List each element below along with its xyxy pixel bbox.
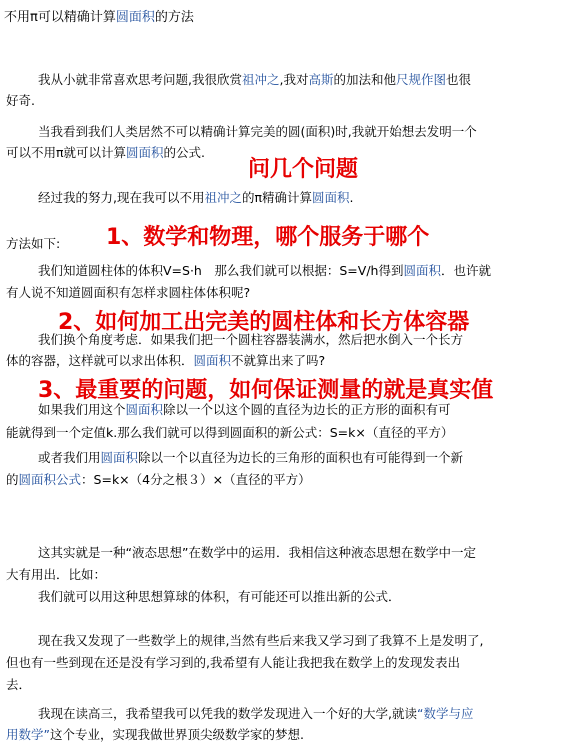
annotation-questions-header: 问几个问题 — [248, 157, 359, 182]
p6-line2: 能就得到一个定值k.那么我们就可以得到圆面积的新公式：S=k×（直径的平方） — [6, 425, 454, 440]
link-compass-construction[interactable]: 尺规作图 — [396, 72, 447, 87]
link-math-applied-math-cont[interactable]: 用数学” — [6, 727, 50, 742]
link-math-applied-math[interactable]: “数学与应 — [416, 706, 474, 721]
link-zu-chongzhi[interactable]: 祖冲之 — [241, 72, 280, 87]
link-gauss[interactable]: 高斯 — [308, 72, 334, 87]
method-label: 方法如下: — [6, 236, 61, 251]
p8-line1: 这其实就是一种“液态思想”在数学中的运用．我相信这种液态思想在数学中一定 — [38, 545, 476, 560]
p6-line1: 如果我们用这个圆面积除以一个以这个圆的直径为边长的正方形的面积有可 — [38, 402, 451, 417]
p7-line2: 的圆面积公式：S=k×（4分之根３）×（直径的平方） — [6, 472, 311, 487]
p9-line3: 去． — [6, 677, 32, 692]
p10-line2: 用数学”这个专业，实现我做世界顶尖级数学家的梦想. — [6, 727, 304, 742]
p2-line2: 可以不用π就可以计算圆面积的公式. — [6, 145, 206, 160]
link-circle-area[interactable]: 圆面积 — [126, 145, 164, 160]
annotation-question-2: 2、如何加工出完美的圆柱体和长方体容器 — [58, 310, 470, 335]
p8-line3: 我们就可以用这种思想算球的体积，有可能还可以推出新的公式． — [38, 589, 401, 604]
p3-line: 经过我的努力,现在我可以不用祖冲之的π精确计算圆面积. — [38, 190, 354, 205]
annotation-question-3: 3、最重要的问题，如何保证测量的就是真实值 — [38, 378, 494, 403]
page-title — [4, 6, 194, 25]
p5-line2: 体的容器，这样就可以求出体积．圆面积不就算出来了吗? — [6, 353, 326, 368]
p9-line1: 现在我又发现了一些数学上的规律,当然有些后来我又学习到了我算不上是发明了, — [38, 633, 484, 648]
p8-line2: 大有用出．比如： — [6, 567, 107, 582]
p4-line1: 我们知道圆柱体的体积V=S·h 那么我们就可以根据：S=V/h得到圆面积．也许就 — [38, 263, 491, 278]
p5-line1: 我们换个角度考虑．如果我们把一个圆柱容器装满水，然后把水倒入一个长方 — [38, 332, 464, 347]
link-circle-area-5[interactable]: 圆面积 — [125, 402, 164, 417]
link-circle-area-formula[interactable]: 圆面积公式 — [18, 472, 82, 487]
link-circle-area-2[interactable]: 圆面积 — [312, 190, 350, 205]
p4-line2: 有人说不知道圆面积有怎样求圆柱体体积呢? — [6, 285, 251, 300]
link-zu-chongzhi-2[interactable]: 祖冲之 — [204, 190, 242, 205]
title-text: 不用π可以精确计算 — [4, 10, 116, 25]
p7-line1: 或者我们用圆面积除以一个以直径为边长的三角形的面积也有可能得到一个新 — [38, 450, 464, 465]
link-circle-area-6[interactable]: 圆面积 — [100, 450, 139, 465]
link-circle-area-4[interactable]: 圆面积 — [193, 353, 232, 368]
p10-line1: 我现在读高三，我希望我可以凭我的数学发现进入一个好的大学,就读“数学与应 — [38, 706, 474, 721]
title-link-circle-area[interactable]: 圆面积 — [115, 10, 155, 25]
p9-line2: 但也有一些到现在还是没有学习到的,我希望有人能让我把我在数学上的发现发表出 — [6, 655, 460, 670]
annotation-question-1: 1、数学和物理，哪个服务于哪个 — [106, 225, 430, 250]
p1-line2: 好奇. — [6, 93, 35, 108]
link-circle-area-3[interactable]: 圆面积 — [403, 263, 441, 278]
p2-line1: 当我看到我们人类居然不可以精确计算完美的圆(面积)时,我就开始想去发明一个 — [38, 124, 477, 139]
p1-line1: 我从小就非常喜欢思考问题,我很欣赏祖冲之,我对高斯的加法和他尺规作图也很 — [38, 72, 472, 87]
title-text-end: 的方法 — [154, 10, 194, 25]
